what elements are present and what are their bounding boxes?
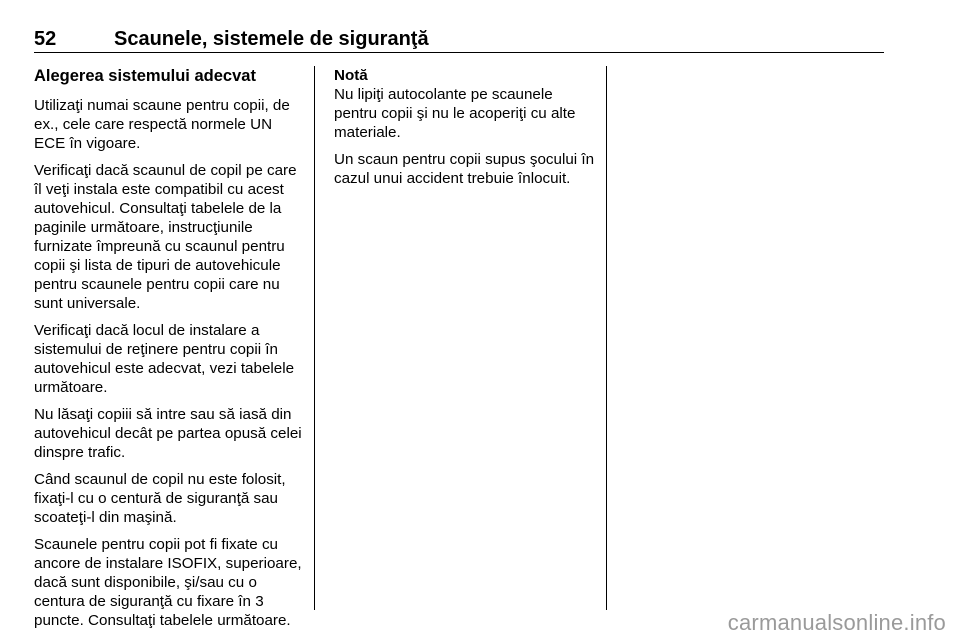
note-paragraph: Un scaun pentru copii supus şocului în cazul unui accident trebuie înlocuit. [334,151,595,187]
watermark: carmanualsonline.info [727,610,946,635]
page-header [34,24,884,53]
note-paragraph: Nu lipiţi autocolante pe scaunele pentru copii şi nu le acoperiţi cu alte materiale. [334,86,576,141]
left-column [34,66,302,638]
note-column [334,66,596,196]
column-divider [606,66,607,610]
paragraph: Când scaunul de copil nu este folosit, fixaţi-l cu o centură de siguranţă sau scoateţi-l din maşină. [34,471,286,526]
page-number: 52 [34,28,57,50]
section-heading: Alegerea sistemului adecvat [34,67,256,85]
paragraph: Scaunele pentru copii pot fi fixate cu ancore de instalare ISOFIX, superioare, dacă sunt disponibile, şi/sau cu o centura de siguranţă cu fixare în 3 puncte. Consultaţi tabelele următoare. [34,536,302,629]
paragraph: Nu lăsaţi copiii să intre sau să iasă din autovehicul decât pe partea opusă celei dinspre trafic. [34,406,302,461]
paragraph: Utilizaţi numai scaune pentru copii, de ex., cele care respectă normele UN ECE în vigoare. [34,97,290,152]
note-title: Notă [334,67,368,84]
chapter-title: Scaunele, sistemele de siguranţă [114,28,429,50]
paragraph: Verificaţi dacă scaunul de copil pe care îl veţi instala este compatibil cu acest autovehicul. Consultaţi tabelele de la paginile următoare, instrucţiunile furnizate împreună cu scaunul pentru copii şi lista de tipuri de autovehicule pentru scaunele pentru copii care nu sunt universale. [34,162,297,312]
paragraph: Verificaţi dacă locul de instalare a sistemului de reţinere pentru copii în autovehicul este adecvat, vezi tabelele următoare. [34,322,295,396]
column-divider [314,66,315,610]
